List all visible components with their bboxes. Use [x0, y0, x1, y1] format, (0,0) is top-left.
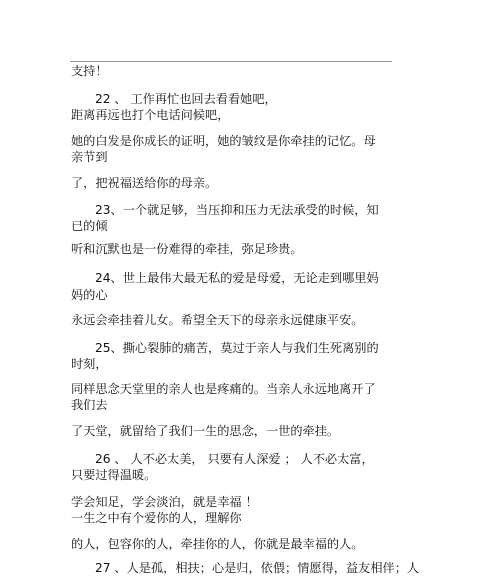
text-line: 我们去 [71, 398, 108, 412]
text-line: 只要过得温暖。 [71, 468, 157, 482]
header-rule [70, 61, 392, 62]
text-line: 的人，包容你的人，牵挂你的人，你就是最幸福的人。 [71, 537, 364, 551]
text-line: 26 、 人不必太美， 只要有人深爱 ； 人不必太富， [95, 452, 374, 466]
text-line: 一生之中有个爱你的人，理解你 [71, 511, 242, 525]
text-line: 时刻， [71, 357, 108, 371]
text-line: 妈的心 [71, 288, 108, 302]
text-line: 24、世上最伟大最无私的爱是母爱，无论走到哪里妈 [95, 271, 379, 285]
text-line: 亲节到 [71, 150, 108, 164]
text-line: 23、一个就足够，当压抑和压力无法承受的时候，知 [95, 203, 379, 217]
text-line: 学会知足，学会淡泊，就是幸福 ！ [71, 495, 258, 509]
text-line: 她的白发是你成长的证明，她的皱纹是你牵挂的记忆。母 [71, 134, 376, 148]
text-line: 同样思念天堂里的亲人也是疼痛的。当亲人永远地离开了 [71, 382, 376, 396]
text-line: 听和沉默也是一份难得的牵挂，弥足珍贵。 [71, 242, 303, 256]
text-line: 永远会牵挂着儿女。希望全天下的母亲永远健康平安。 [71, 313, 364, 327]
text-line: 已的倾 [71, 219, 108, 233]
text-line: 了，把祝福送给你的母亲。 [71, 176, 218, 190]
text-line: 27 、人是孤，相扶；心是归，依偎；情愿得，益友相伴；人 [95, 561, 420, 575]
text-line: 了天堂，就留给了我们一生的思念，一世的牵挂。 [71, 424, 340, 438]
text-line: 距离再远也打个电话问候吧， [71, 108, 230, 122]
text-line: 22 、 工作再忙也回去看看她吧， [95, 92, 277, 106]
text-line: 支持！ [71, 64, 108, 78]
text-line: 25、撕心裂肺的痛苦，莫过于亲人与我们生死离别的 [95, 341, 379, 355]
